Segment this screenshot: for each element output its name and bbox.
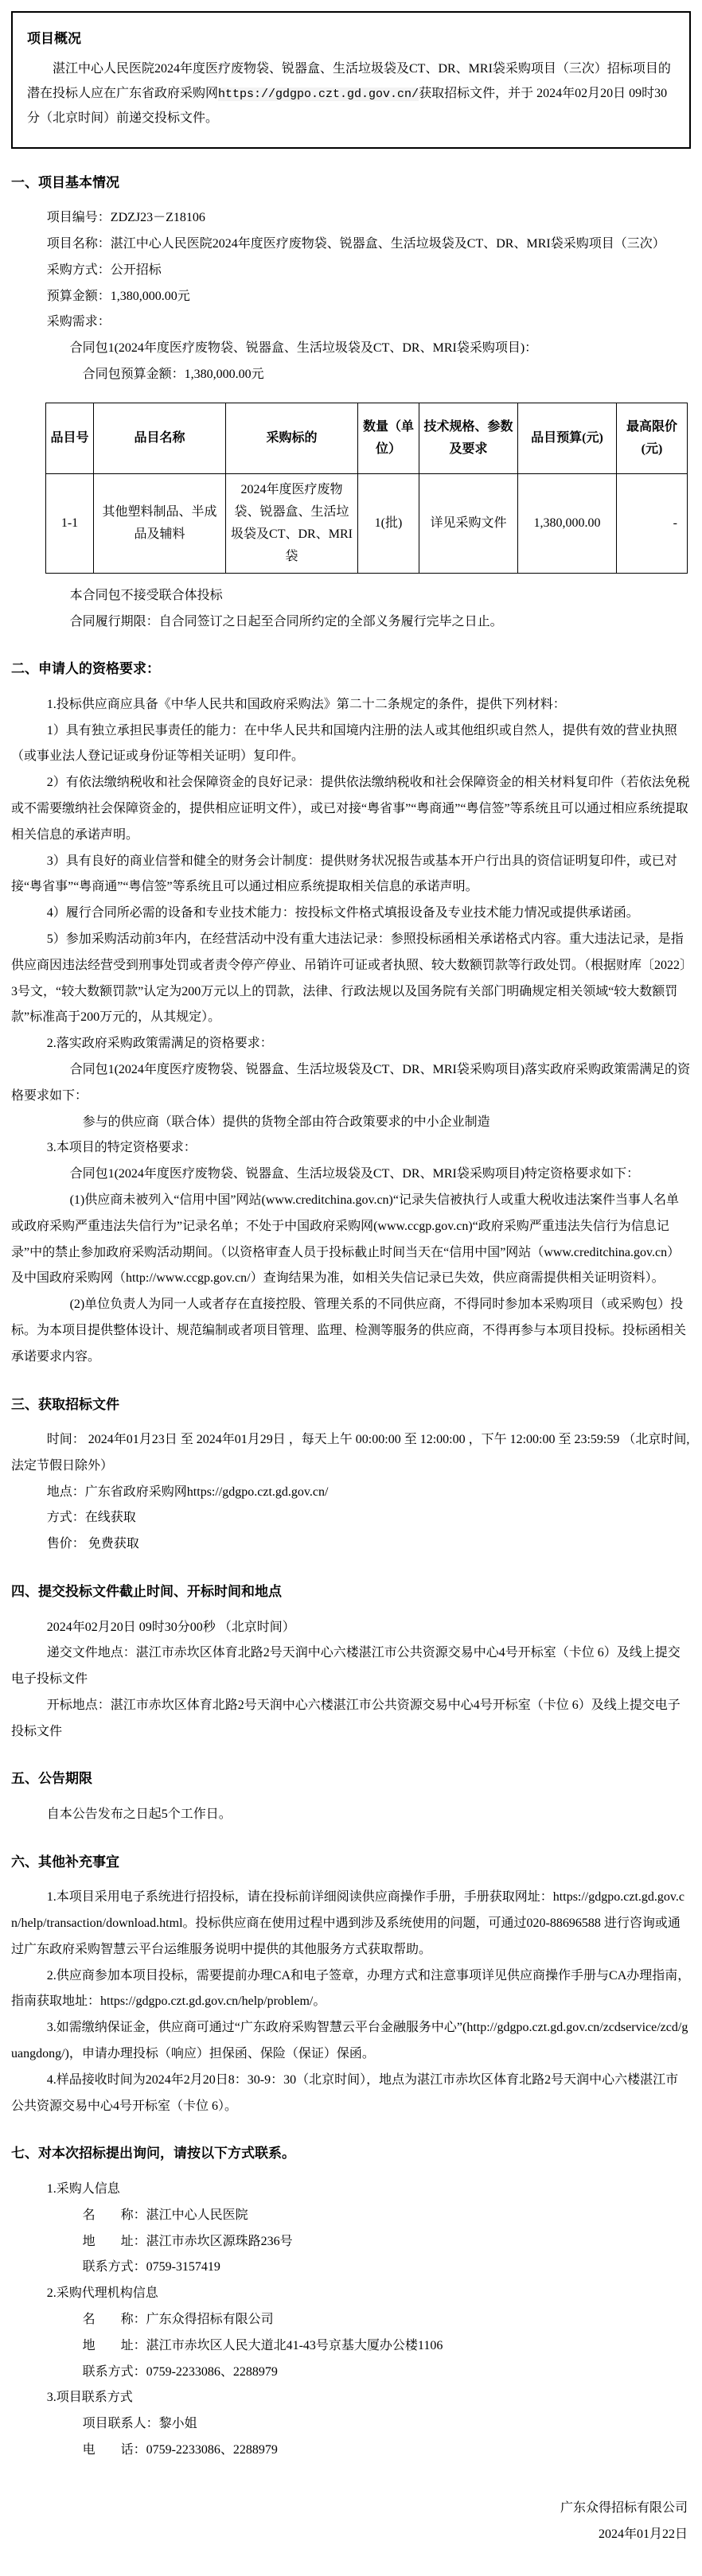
col-header-item-budget: 品目预算(元) xyxy=(518,403,617,473)
project-overview-box xyxy=(11,11,691,149)
obtain-time-line: 时间： 2024年01月23日 至 2024年01月29日 ，每天上午 00:00:00 至 12:00:00 ，下午 12:00:00 至 23:59:59 （北京时间,法定节假日除外） xyxy=(11,1433,690,1473)
agency-contact-line: 联系方式：0759-2233086、2288979 xyxy=(82,2364,278,2379)
agency-info-title: 2.采购代理机构信息 xyxy=(46,2286,158,2301)
cell-item-budget: 1,380,000.00 xyxy=(518,473,617,573)
overview-paragraph xyxy=(27,56,675,131)
qualification-clause-1-4: 4）履行合同所必需的设备和专业技术能力：按投标文件格式填报设备及专业技术能力情况或提供承诺函。 xyxy=(46,906,639,920)
specific-requirement-line: 3.本项目的特定资格要求： xyxy=(46,1141,197,1155)
package-budget-line: 合同包预算金额：1,380,000.00元 xyxy=(82,367,264,381)
section-6-heading: 六、其他补充事宜 xyxy=(11,1854,119,1870)
section-5-heading: 五、公告期限 xyxy=(11,1771,92,1787)
open-place-line: 开标地点：湛江市赤坎区体育北路2号天润中心六楼湛江市公共资源交易中心4号开标室（卡位 6）及线上提交电子投标文件 xyxy=(11,1698,681,1738)
cell-price-cap: - xyxy=(617,473,688,573)
cell-quantity: 1(批) xyxy=(358,473,419,573)
table-row xyxy=(46,473,688,573)
col-header-item-name: 品目名称 xyxy=(94,403,226,473)
supplement-clause-1: 1.本项目采用电子系统进行招投标，请在投标前详细阅读供应商操作手册，手册获取网址：https://gdgpo.czt.gd.gov.cn/help/transaction/download.html。投标供应商在使用过程中遇到涉及系统使用的问题，可通过020-88696588 进行咨询或通过广东政府采购智慧云平台运维服务说明中提供的其他服务方式获取帮助。 xyxy=(11,1890,684,1956)
procurement-method-line: 采购方式：公开招标 xyxy=(46,263,162,277)
signature-block xyxy=(11,2496,691,2548)
overview-text-1: 湛江中心人民医院2024年度医疗废物袋、锐器盒、生活垃圾袋及CT、DR、MRI袋采购项目（三次）招标项目的潜在投标人应在广东省政府采购网 xyxy=(27,62,671,101)
deadline-line: 2024年02月20日 09时30分00秒 （北京时间） xyxy=(46,1620,295,1634)
cell-item-name: 其他塑料制品、半成品及辅料 xyxy=(94,473,226,573)
project-number-line: 项目编号：ZDZJ23－Z18106 xyxy=(46,211,205,225)
col-header-subject: 采购标的 xyxy=(226,403,358,473)
section-7-heading: 七、对本次招标提出询问，请按以下方式联系。 xyxy=(11,2146,295,2162)
qualification-clause-1-2: 2）有依法缴纳税收和社会保障资金的良好记录：提供依法缴纳税收和社会保障资金的相关材料复印件（若依法免税或不需要缴纳社会保障资金的，提供相应证明文件），或已对接“粤省事”“粤商通”“粤信签”等系统且可以通过相应系统提取相关信息的承诺声明。 xyxy=(11,776,690,842)
qualification-clause-1-1: 1）具有独立承担民事责任的能力：在中华人民共和国境内注册的法人或其他组织或自然人，提供有效的营业执照（或事业法人登记证或身份证等相关证明）复印件。 xyxy=(11,723,677,764)
col-header-price-cap: 最高限价(元) xyxy=(617,403,688,473)
purchaser-name-line: 名 称：湛江中心人民医院 xyxy=(82,2208,248,2222)
credit-china-clause: (1)供应商未被列入“信用中国”网站(www.creditchina.gov.cn)“记录失信被执行人或重大税收违法案件当事人名单或政府采购严重违法失信行为”记录名单；不处于中国政府采购网(www.ccgp.gov.cn)“政府采购严重违法失信行为信息记录”中的禁止参加政府采购活动期间。（以资格审查人员于投标截止时间当天在“信用中国”网站（www.creditchina.gov.cn）及中国政府采购网（http://www.ccgp.gov.cn/）查询结果为准，如相关失信记录已失效，供应商需提供相关证明资料）。 xyxy=(11,1193,681,1286)
specific-package-line: 合同包1(2024年度医疗废物袋、锐器盒、生活垃圾袋及CT、DR、MRI袋采购项目)特定资格要求如下： xyxy=(69,1167,640,1181)
policy-requirement-line: 2.落实政府采购政策需满足的资格要求： xyxy=(46,1037,273,1051)
project-contact-title: 3.项目联系方式 xyxy=(46,2391,133,2405)
col-header-quantity: 数量（单位） xyxy=(358,403,419,473)
obtain-place-line: 地点：广东省政府采购网https://gdgpo.czt.gd.gov.cn/ xyxy=(46,1485,329,1499)
procurement-site-url: https://gdgpo.czt.gd.gov.cn/ xyxy=(218,88,419,102)
agency-address-line: 地 址：湛江市赤坎区人民大道北41-43号京基大厦办公楼1106 xyxy=(82,2338,443,2352)
purchaser-contact-line: 联系方式：0759-3157419 xyxy=(82,2260,220,2274)
obtain-way-line: 方式：在线获取 xyxy=(46,1511,136,1525)
supplement-clause-3: 3.如需缴纳保证金，供应商可通过“广东政府采购智慧云平台金融服务中心”(http://gdgpo.czt.gd.gov.cn/zcdservice/zcd/guangdong/)，申请办理投标（响应）担保函、保险（保证）保函。 xyxy=(11,2021,688,2061)
supplement-clause-2: 2.供应商参加本项目投标，需要提前办理CA和电子签章，办理方式和注意事项详见供应商操作手册与CA办理指南，指南获取地址：https://gdgpo.czt.gd.gov.cn/help/problem/。 xyxy=(11,1968,691,2009)
qualification-clause-1-3: 3）具有良好的商业信誉和健全的财务会计制度：提供财务状况报告或基本开户行出具的资信证明复印件，或已对接“粤省事”“粤商通”“粤信签”等系统且可以通过相应系统提取相关信息的承诺声明。 xyxy=(11,854,677,894)
contract-duration-line: 合同履行期限：自合同签订之日起至合同所约定的全部义务履行完毕之日止。 xyxy=(69,614,503,628)
col-header-spec: 技术规格、参数及要求 xyxy=(419,403,518,473)
same-person-clause: (2)单位负责人为同一人或者存在直接控股、管理关系的不同供应商，不得同时参加本采购项目（或采购包）投标。为本项目提供整体设计、规范编制或者项目管理、监理、检测等服务的供应商，不得再参与本项目投标。投标函相关承诺要求内容。 xyxy=(11,1298,687,1364)
cell-item-no: 1-1 xyxy=(46,473,94,573)
contract-package-line: 合同包1(2024年度医疗废物袋、锐器盒、生活垃圾袋及CT、DR、MRI袋采购项目)： xyxy=(69,341,538,356)
project-contact-person-line: 项目联系人：黎小姐 xyxy=(82,2417,197,2431)
section-1-heading: 一、项目基本情况 xyxy=(11,174,119,190)
supplement-clause-4: 4.样品接收时间为2024年2月20日8：30-9：30（北京时间），地点为湛江市赤坎区体育北路2号天润中心六楼湛江市公共资源交易中心4号开标室（卡位 6）。 xyxy=(11,2072,679,2113)
budget-line: 预算金额：1,380,000.00元 xyxy=(46,289,190,303)
qualification-clause-1: 1.投标供应商应具备《中华人民共和国政府采购法》第二十二条规定的条件，提供下列材料： xyxy=(46,697,566,711)
col-header-item-no: 品目号 xyxy=(46,403,94,473)
signature-company: 广东众得招标有限公司 xyxy=(560,2500,688,2515)
project-name-line: 项目名称：湛江中心人民医院2024年度医疗废物袋、锐器盒、生活垃圾袋及CT、DR、MRI袋采购项目（三次） xyxy=(46,236,665,251)
cell-subject: 2024年度医疗废物袋、锐器盒、生活垃圾袋及CT、DR、MRI袋 xyxy=(226,473,358,573)
announcement-period-line: 自本公告发布之日起5个工作日。 xyxy=(46,1807,232,1821)
project-contact-phone-line: 电 话：0759-2233086、2288979 xyxy=(82,2442,278,2457)
procurement-items-table xyxy=(45,403,688,574)
qualification-clause-1-5: 5）参加采购活动前3年内，在经营活动中没有重大违法记录：参照投标函相关承诺格式内容。重大违法记录，是指供应商因违法经营受到刑事处罚或者责令停产停业、吊销许可证或者执照、较大数额罚款等行政处罚。（根据财库〔2022〕3号文，“较大数额罚款”认定为200万元以上的罚款，法律、行政法规以及国务院有关部门明确规定相关领域“较大数额罚款”标准高于200万元的，从其规定）。 xyxy=(11,932,687,1025)
table-header-row xyxy=(46,403,688,473)
no-consortium-line: 本合同包不接受联合体投标 xyxy=(69,588,223,602)
signature-date: 2024年01月22日 xyxy=(598,2527,688,2541)
purchaser-address-line: 地 址：湛江市赤坎区源珠路236号 xyxy=(82,2234,293,2248)
purchaser-info-title: 1.采购人信息 xyxy=(46,2181,120,2196)
agency-name-line: 名 称：广东众得招标有限公司 xyxy=(82,2312,274,2326)
section-2-heading: 二、申请人的资格要求： xyxy=(11,661,160,677)
demand-line: 采购需求： xyxy=(46,315,111,329)
sme-manufacture-line: 参与的供应商（联合体）提供的货物全部由符合政策要求的中小企业制造 xyxy=(82,1115,490,1129)
overview-title: 项目概况 xyxy=(27,31,81,46)
section-4-heading: 四、提交投标文件截止时间、开标时间和地点 xyxy=(11,1584,282,1599)
submit-place-line: 递交文件地点：湛江市赤坎区体育北路2号天润中心六楼湛江市公共资源交易中心4号开标室（卡位 6）及线上提交电子投标文件 xyxy=(11,1646,681,1687)
section-3-heading: 三、获取招标文件 xyxy=(11,1396,119,1412)
overview-text-2: 获取招标文件，并于 2024年02月20日 09时30分（北京时间）前递交投标文件。 xyxy=(27,87,668,126)
policy-package-line: 合同包1(2024年度医疗废物袋、锐器盒、生活垃圾袋及CT、DR、MRI袋采购项目)落实政府采购政策需满足的资格要求如下： xyxy=(11,1062,691,1103)
cell-spec: 详见采购文件 xyxy=(419,473,518,573)
obtain-price-line: 售价： 免费获取 xyxy=(46,1537,139,1551)
